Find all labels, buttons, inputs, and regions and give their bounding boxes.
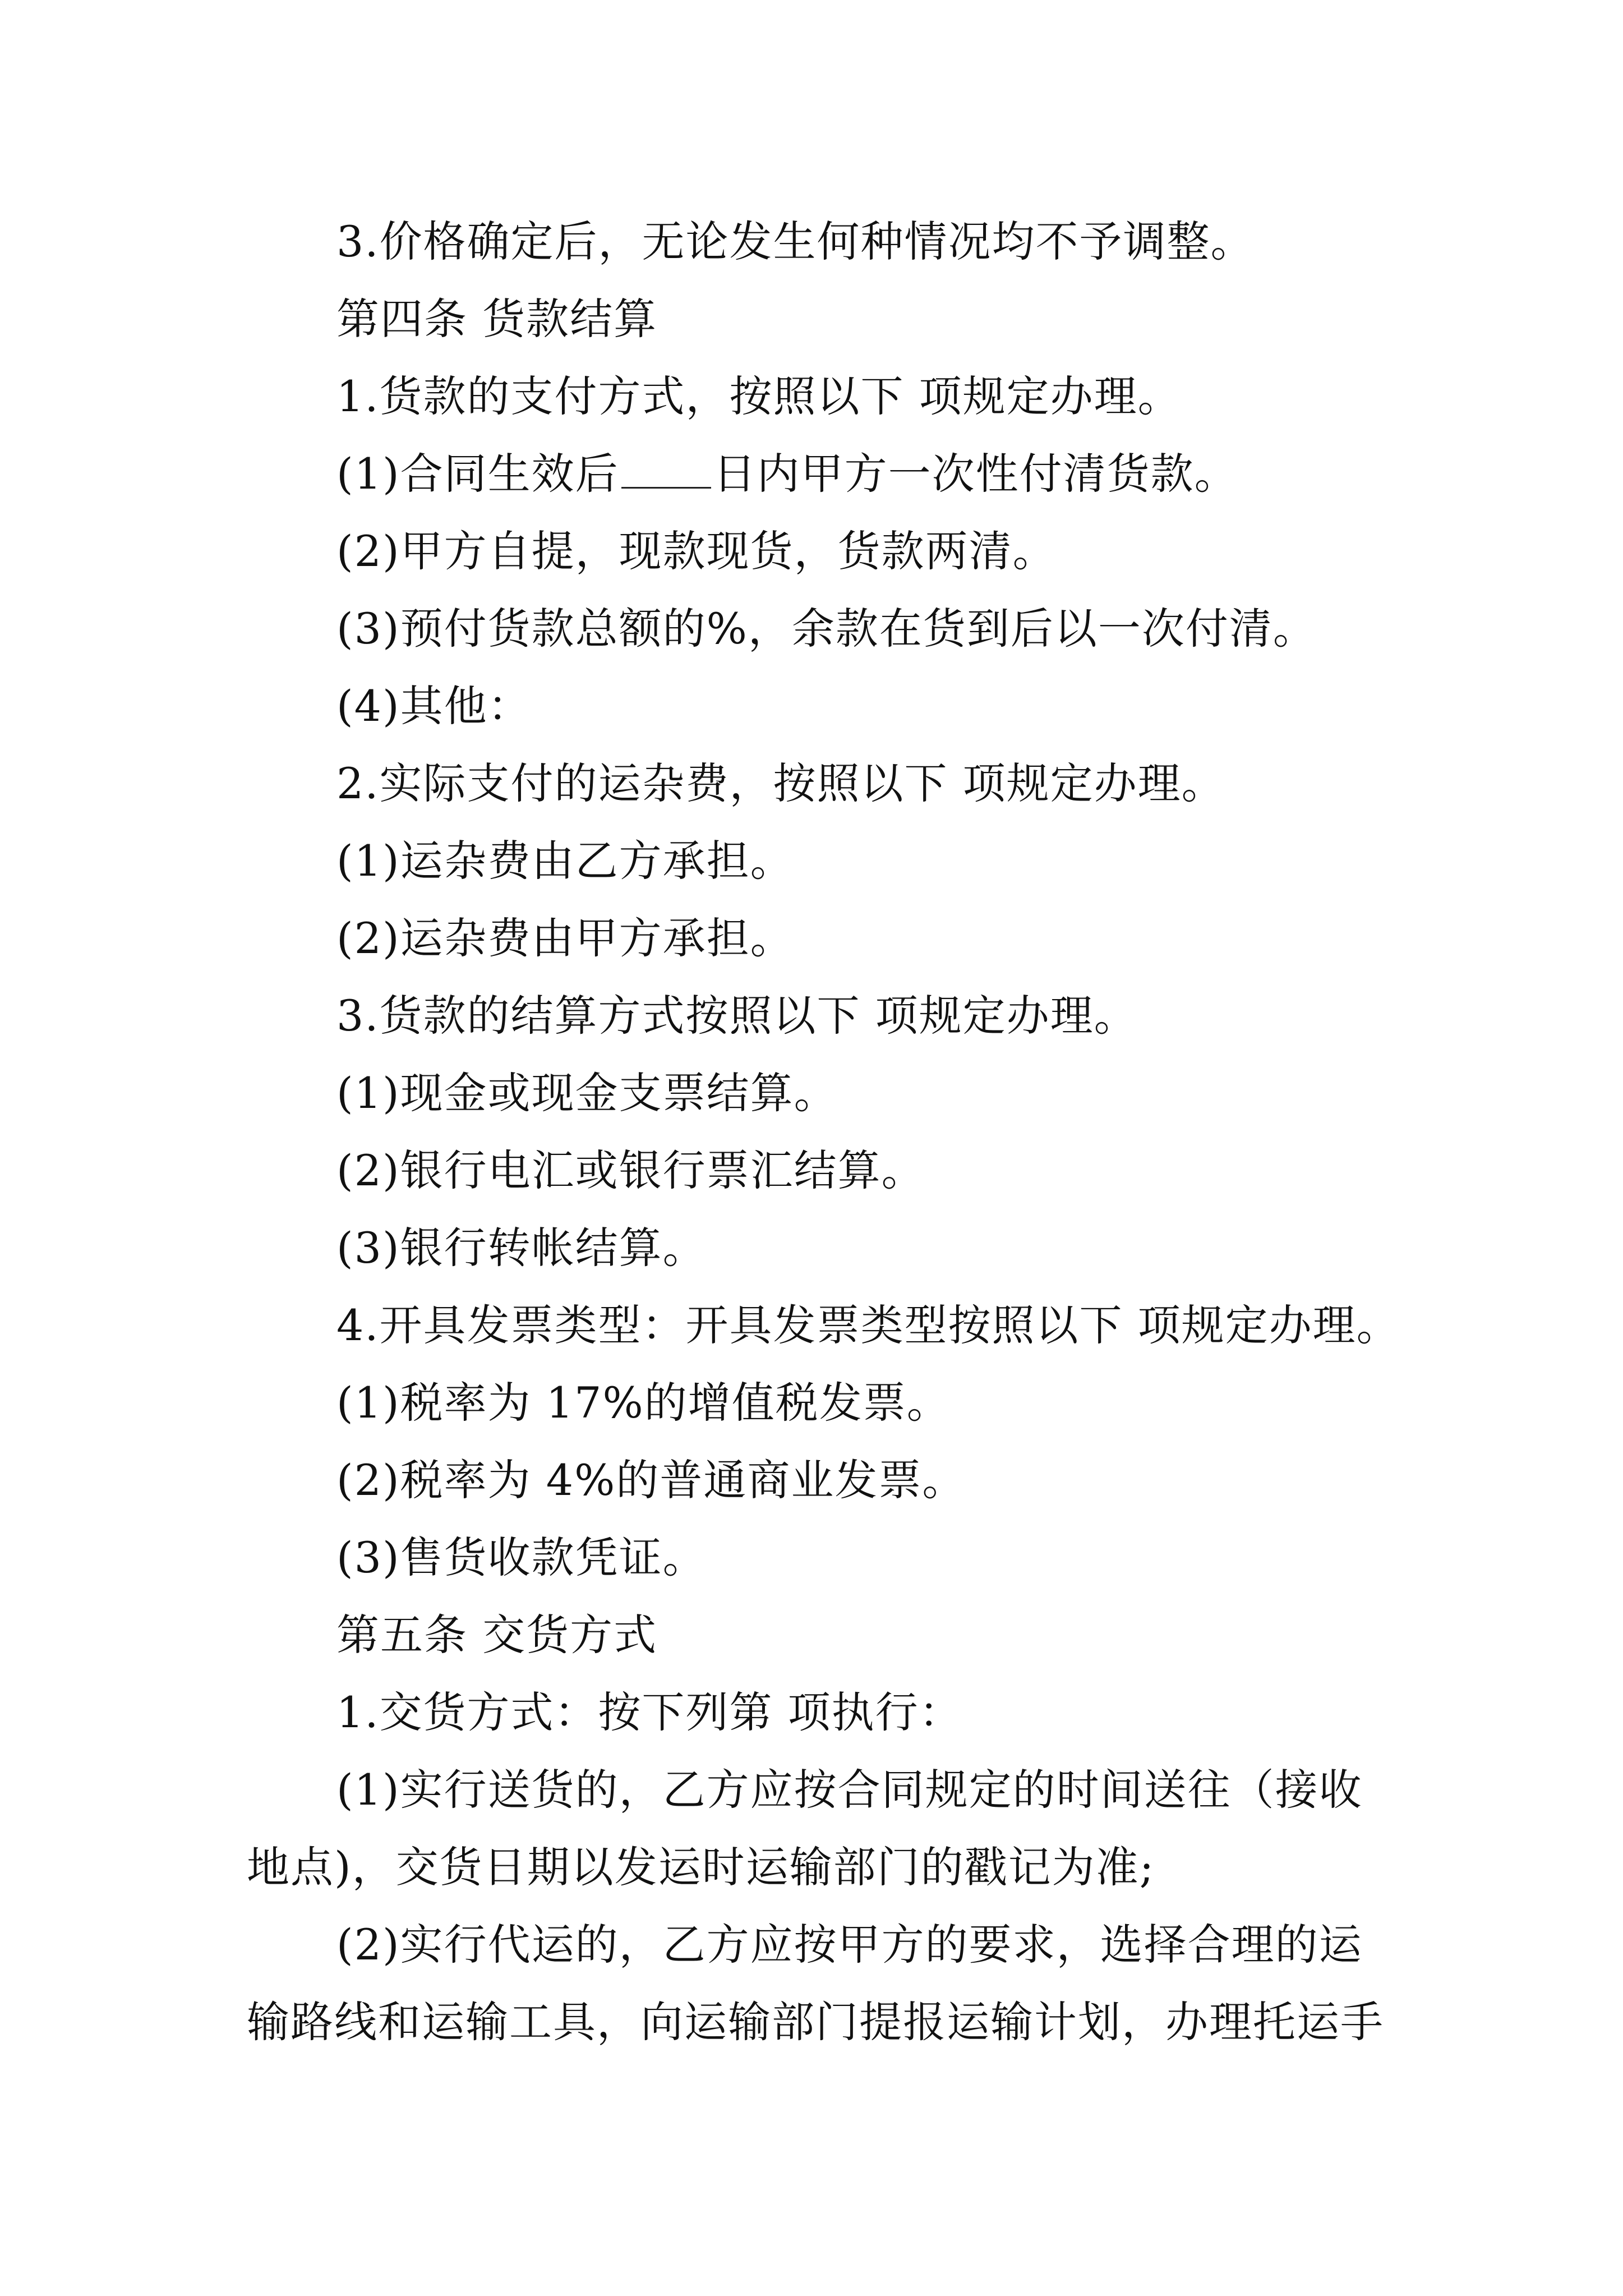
payment-option-1-suffix: 日内甲方一次性付清货款。 xyxy=(713,449,1238,499)
payment-option-4: (4)其他： xyxy=(336,681,532,731)
article-4-heading: 第四条 货款结算 xyxy=(336,294,658,344)
document-body xyxy=(247,203,1400,2061)
delivery-option-1-line-2: 地点)，交货日期以发运时运输部门的戳记为准; xyxy=(247,1842,1155,1892)
settlement-option-3: (3)银行转帐结算。 xyxy=(336,1223,707,1273)
payment-option-1-prefix: (1)合同生效后 xyxy=(336,449,619,499)
settlement-method: 3.货款的结算方式按照以下 项规定办理。 xyxy=(336,991,1138,1041)
freight-cost: 2.实际支付的运杂费，按照以下 项规定办理。 xyxy=(336,758,1225,808)
delivery-option-2-line-1: (2)实行代运的，乙方应按甲方的要求，选择合理的运 xyxy=(336,1920,1363,1970)
delivery-option-1-line-1: (1)实行送货的，乙方应按合同规定的时间送往（接收 xyxy=(336,1765,1363,1815)
invoice-option-1: (1)税率为 17%的增值税发票。 xyxy=(336,1378,951,1428)
freight-option-1: (1)运杂费由乙方承担。 xyxy=(336,836,794,886)
payment-method: 1.货款的支付方式，按照以下 项规定办理。 xyxy=(336,371,1182,421)
invoice-option-2: (2)税率为 4%的普通商业发票。 xyxy=(336,1455,966,1505)
days-blank xyxy=(621,452,711,489)
invoice-type: 4.开具发票类型：开具发票类型按照以下 项规定办理。 xyxy=(336,1300,1400,1350)
clause-3-price-fixed: 3.价格确定后，无论发生何种情况均不予调整。 xyxy=(336,217,1255,266)
freight-option-2: (2)运杂费由甲方承担。 xyxy=(336,913,794,963)
delivery-method: 1.交货方式：按下列第 项执行： xyxy=(336,1687,963,1737)
payment-option-2: (2)甲方自提，现款现货，货款两清。 xyxy=(336,526,1057,576)
payment-option-1 xyxy=(247,435,1391,513)
invoice-option-3: (3)售货收款凭证。 xyxy=(336,1533,707,1582)
payment-option-3: (3)预付货款总额的%，余款在货到后以一次付清。 xyxy=(336,604,1317,654)
article-5-heading: 第五条 交货方式 xyxy=(336,1610,658,1660)
delivery-option-2-line-2: 输路线和运输工具，向运输部门提报运输计划，办理托运手 xyxy=(247,1997,1384,2047)
settlement-option-1: (1)现金或现金支票结算。 xyxy=(336,1068,838,1118)
settlement-option-2: (2)银行电汇或银行票汇结算。 xyxy=(336,1145,925,1195)
